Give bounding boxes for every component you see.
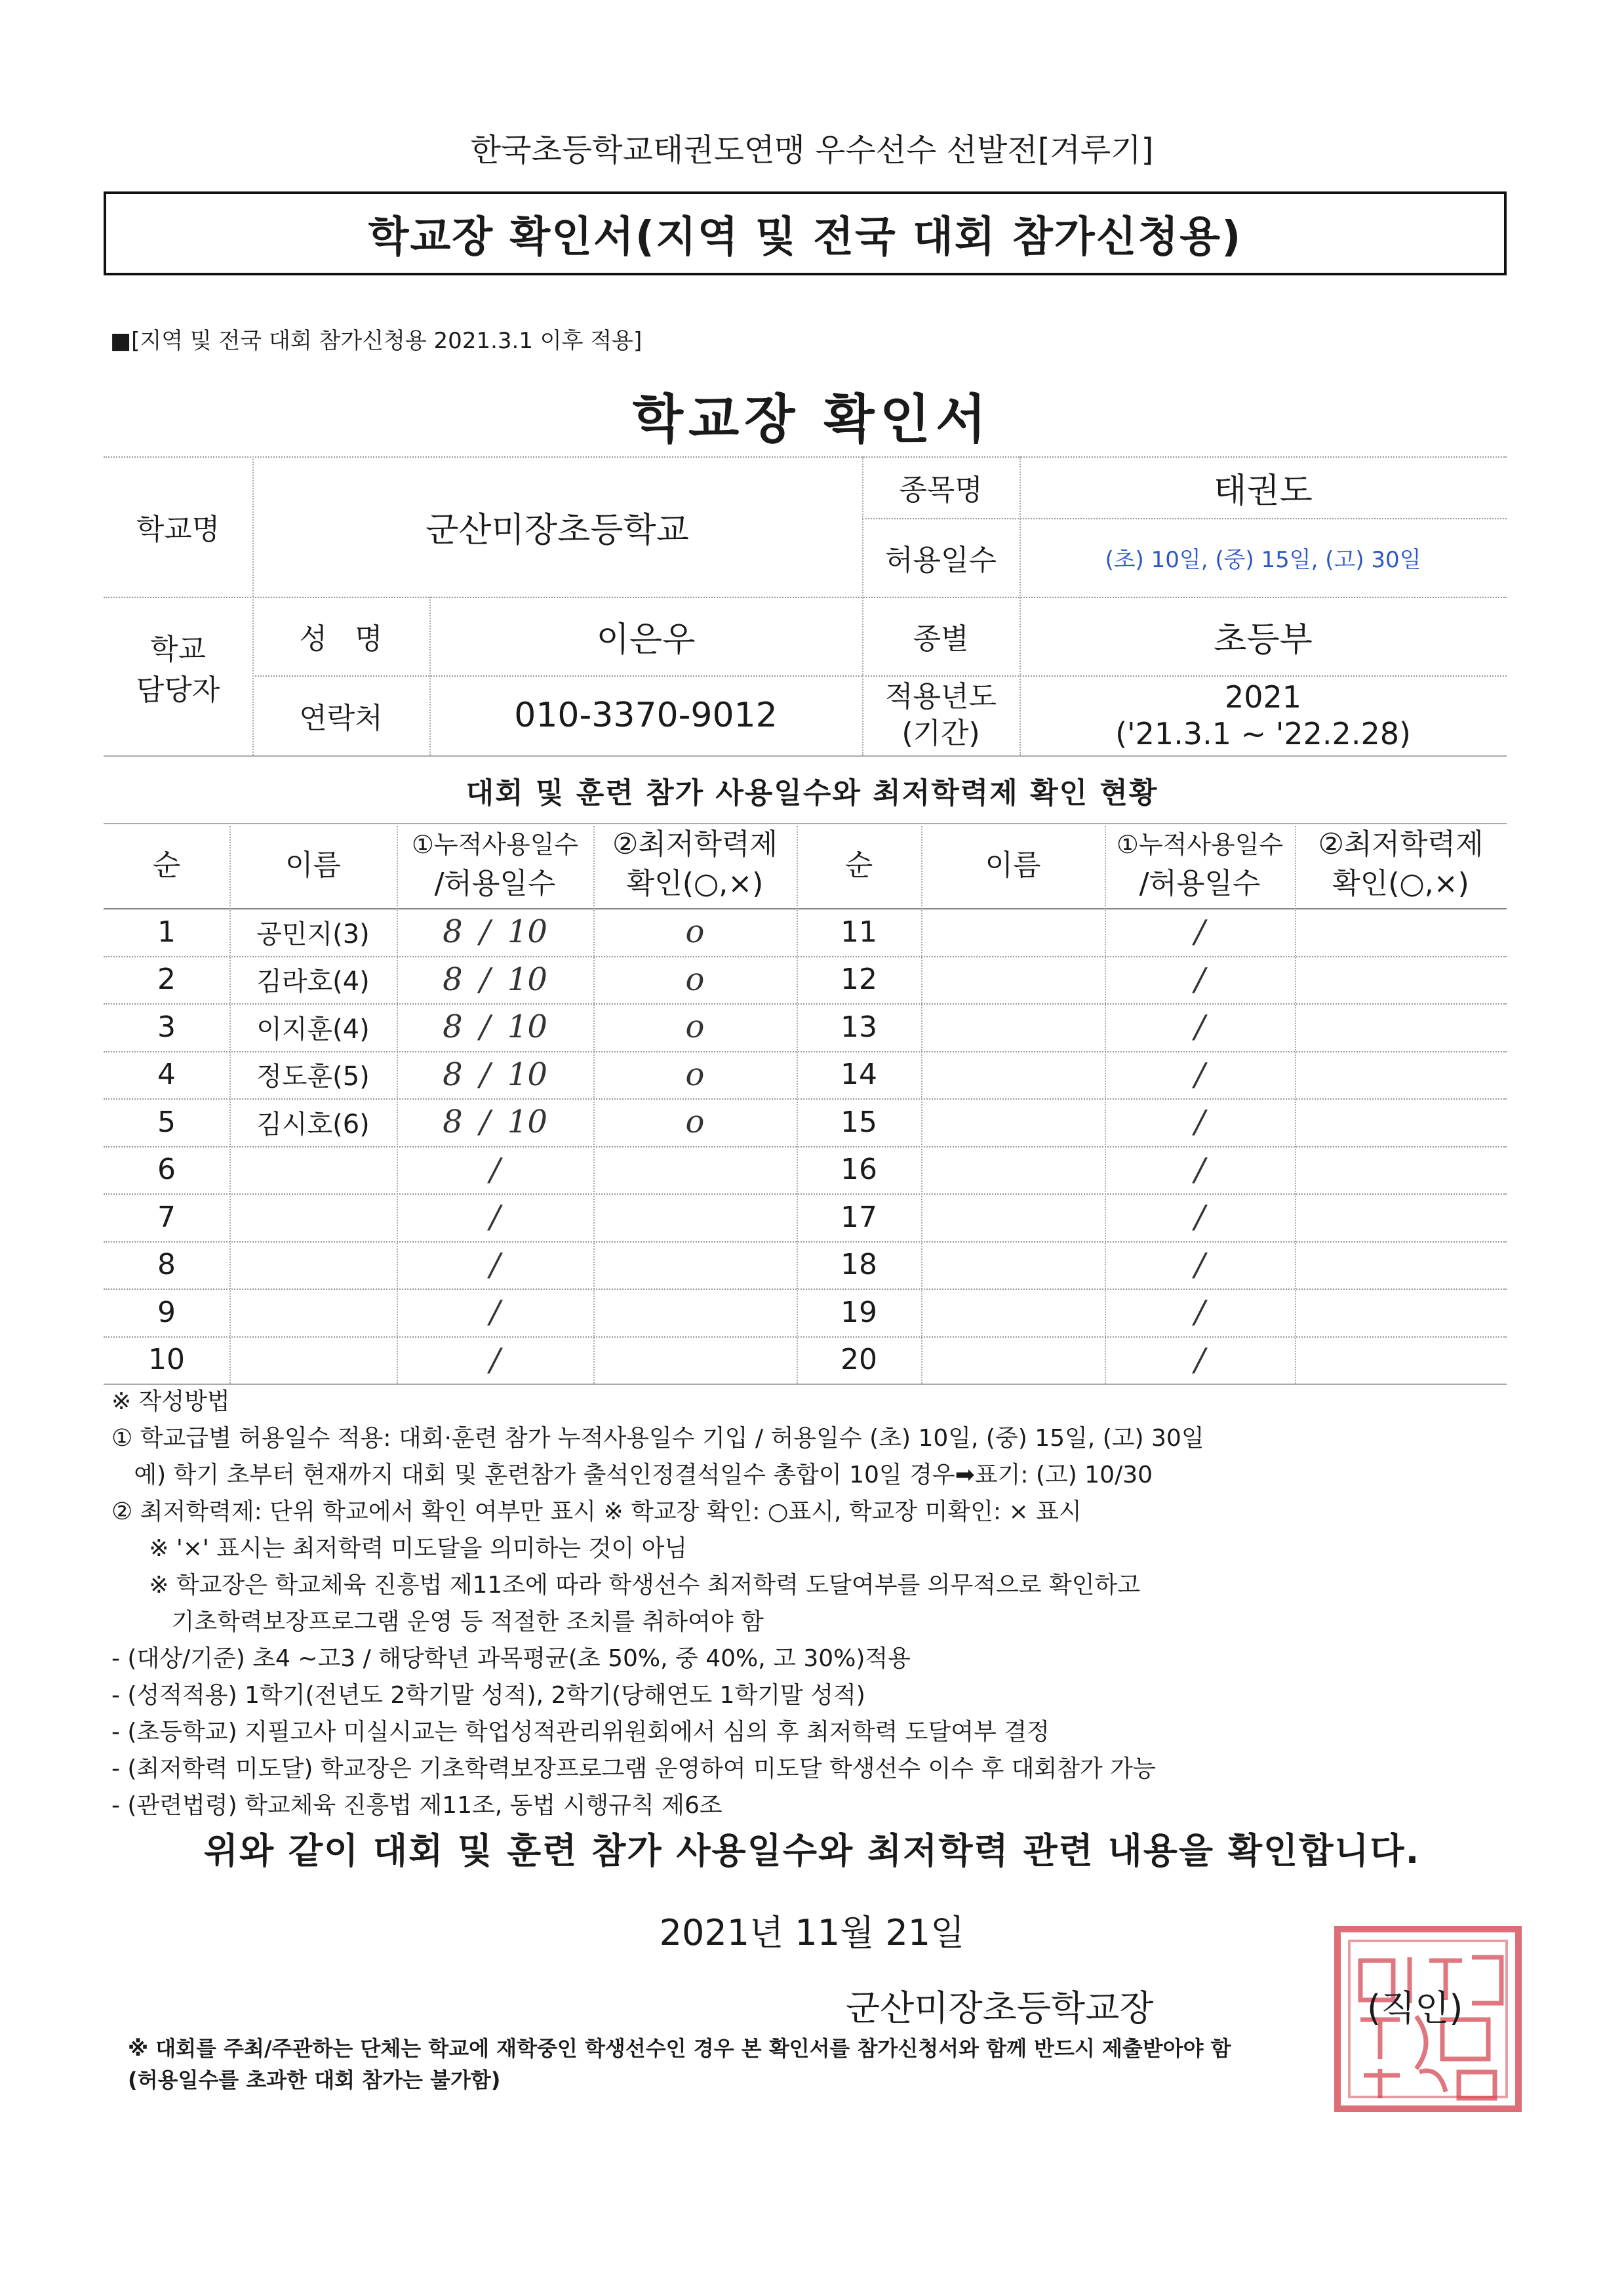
min-academic-check: o: [685, 1104, 705, 1141]
row-number: 1: [157, 915, 176, 949]
days-slash: /: [479, 1104, 490, 1141]
issue-date: 2021년 11월 21일: [659, 1912, 965, 1953]
student-name: [229, 1146, 397, 1194]
days-slash: /: [1194, 1056, 1206, 1093]
days-slash: /: [479, 961, 490, 998]
col-header-days-right-line1: ①누적사용일수: [1116, 830, 1284, 859]
days-used-allowed: [397, 1288, 593, 1336]
days-allowed: 10: [507, 1104, 547, 1141]
days-used: 8: [443, 1104, 463, 1141]
student-name: [229, 1288, 397, 1336]
days-used-allowed: [397, 1051, 593, 1099]
days-used-allowed: [397, 956, 593, 1004]
days-slash: /: [1194, 1246, 1206, 1283]
row-number: 17: [841, 1200, 877, 1234]
col-header-days: [397, 825, 593, 904]
year-value: [1020, 679, 1507, 752]
row-number: 13: [841, 1010, 877, 1044]
days-slash: /: [479, 1056, 490, 1093]
sport-label: 종목명: [899, 473, 983, 507]
manager-label-line2: 담당자: [136, 673, 220, 707]
days-allowed: 10: [507, 1056, 547, 1093]
days-used: 8: [443, 961, 463, 998]
method-line: - (대상/기준) 초4 ~고3 / 해당학년 과목평균(초 50%, 중 40%, 고 30%)적용: [111, 1645, 911, 1672]
col-header-days-right: [1105, 825, 1295, 904]
days-allowed: 10: [507, 1008, 547, 1046]
writing-method: [111, 1384, 1554, 1824]
method-line: - (초등학교) 지필고사 미실시교는 학업성적관리위원회에서 심의 후 최저학력 도달여부 결정: [111, 1719, 1050, 1746]
manager-label-line1: 학교: [149, 633, 206, 666]
col-header-days-right-line2: /허용일수: [1139, 867, 1261, 900]
method-line: ② 최저학력제: 단위 학교에서 확인 여부만 표시 ※ 학교장 확인: ○표시, 학교장 미확인: × 표시: [111, 1498, 1082, 1525]
days-slash: /: [479, 913, 490, 951]
col-header-days-line2: /허용일수: [434, 867, 556, 900]
row-number: 16: [841, 1153, 877, 1187]
manager-label: [104, 629, 252, 711]
method-line: - (최저학력 미도달) 학교장은 기초학력보장프로그램 운영하여 미도달 학생선수 이수 후 대회참가 가능: [111, 1755, 1156, 1782]
days-used-allowed: [397, 1098, 593, 1146]
days-used-allowed: [397, 908, 593, 956]
col-header-check-line1: ②최저학력제: [612, 828, 778, 861]
contact-value: 010-3370-9012: [514, 696, 778, 735]
contact-label: 연락처: [299, 702, 383, 735]
days-slash: /: [489, 1341, 501, 1378]
year-number: 2021: [1224, 679, 1302, 715]
days-slash: /: [1194, 1008, 1206, 1046]
days-slash: /: [489, 1246, 501, 1283]
days-used-allowed: [397, 1241, 593, 1289]
row-number: 3: [157, 1010, 176, 1044]
method-line: 예) 학기 초부터 현재까지 대회 및 훈련참가 출석인정결석일수 총합이 10일 경우➡표기: (고) 10/30: [111, 1462, 1153, 1488]
days-used: 8: [443, 1008, 463, 1046]
min-academic-check: [593, 1336, 797, 1384]
school-name-label: 학교명: [136, 513, 220, 546]
method-line: - (관련법령) 학교체육 진흥법 제11조, 동법 시행규칙 제6조: [111, 1792, 723, 1819]
manager-name-value: 이은우: [596, 620, 696, 660]
min-academic-check: o: [685, 961, 705, 998]
form-title-box: [104, 191, 1507, 275]
student-name: [229, 1336, 397, 1384]
days-slash: /: [479, 1008, 490, 1046]
submission-note-line2: (허용일수를 초과한 대회 참가는 불가함): [128, 2067, 501, 2092]
days-slash: /: [1194, 1341, 1206, 1378]
days-used: 8: [443, 913, 463, 951]
document-title: 학교장 확인서: [632, 389, 992, 450]
student-name: 김라호(4): [256, 967, 370, 997]
confirmation-statement: 위와 같이 대회 및 훈련 참가 사용일수와 최저학력 관련 내용을 확인합니다.: [203, 1830, 1421, 1871]
student-name: 이지훈(4): [256, 1014, 370, 1045]
col-header-check: [593, 825, 797, 904]
min-academic-check: o: [685, 1008, 705, 1046]
col-header-no-right: 순: [844, 848, 873, 882]
method-line: - (성적적용) 1학기(전년도 2학기말 성적), 2학기(당해연도 1학기말 성적): [111, 1682, 865, 1709]
method-line: ※ '×' 표시는 최저학력 미도달을 의미하는 것이 아님: [111, 1535, 688, 1562]
days-slash: /: [1194, 1294, 1206, 1331]
year-label-line2: (기간): [901, 717, 980, 750]
category-value: 초등부: [1214, 620, 1313, 660]
method-line: 기초학력보장프로그램 운영 등 적절한 조치를 취하여야 함: [111, 1608, 764, 1635]
student-name: 정도훈(5): [256, 1062, 370, 1092]
col-header-check-right-line1: ②최저학력제: [1318, 828, 1484, 861]
col-header-name: 이름: [285, 848, 341, 882]
days-slash: /: [1194, 961, 1206, 998]
col-header-check-right-line2: 확인(○,×): [1332, 867, 1469, 900]
days-slash: /: [489, 1151, 501, 1188]
row-number: 15: [841, 1105, 877, 1139]
form-title: 학교장 확인서(지역 및 전국 대회 참가신청용): [368, 213, 1242, 262]
student-name: [229, 1193, 397, 1241]
days-used-allowed: [397, 1193, 593, 1241]
application-note: ■[지역 및 전국 대회 참가신청용 2021.3.1 이후 적용]: [110, 328, 643, 354]
days-slash: /: [489, 1294, 501, 1331]
row-number: 5: [157, 1105, 176, 1139]
col-header-check-line2: 확인(○,×): [626, 867, 764, 900]
writing-method-title: ※ 작성방법: [111, 1388, 230, 1415]
student-name: 공민지(3): [256, 919, 370, 949]
row-number: 10: [148, 1343, 185, 1377]
min-academic-check: o: [685, 1056, 705, 1093]
days-used: 8: [443, 1056, 463, 1093]
min-academic-check: o: [685, 913, 705, 951]
row-number: 4: [157, 1058, 176, 1092]
allowed-days-value: (초) 10일, (중) 15일, (고) 30일: [1105, 546, 1421, 573]
form-series-title: 한국초등학교태권도연맹 우수선수 선발전[겨루기]: [470, 132, 1154, 169]
min-academic-check: [593, 1288, 797, 1336]
row-number: 7: [157, 1200, 176, 1234]
days-used-allowed: [397, 1146, 593, 1194]
row-number: 6: [157, 1153, 176, 1187]
row-number: 9: [157, 1295, 176, 1329]
days-slash: /: [489, 1199, 501, 1236]
allowed-days-label: 허용일수: [884, 544, 997, 577]
student-name: 김시호(6): [256, 1109, 370, 1140]
col-header-name-right: 이름: [985, 848, 1041, 882]
year-label: [862, 679, 1020, 752]
seal-label: (직인): [1367, 1987, 1463, 2029]
row-number: 20: [841, 1343, 877, 1377]
row-number: 8: [157, 1248, 176, 1282]
min-academic-check: [593, 1193, 797, 1241]
student-name: [229, 1241, 397, 1289]
days-slash: /: [1194, 913, 1206, 951]
row-number: 11: [841, 915, 877, 949]
min-academic-check: [593, 1241, 797, 1289]
days-slash: /: [1194, 1104, 1206, 1141]
min-academic-check: [593, 1146, 797, 1194]
row-number: 2: [157, 963, 176, 997]
submission-note: [128, 2033, 1231, 2096]
days-used-allowed: [397, 1003, 593, 1051]
col-header-days-line1: ①누적사용일수: [411, 830, 579, 859]
usage-table-title: 대회 및 훈련 참가 사용일수와 최저학력제 확인 현황: [465, 776, 1159, 810]
row-number: 12: [841, 963, 877, 997]
col-header-no: 순: [152, 848, 181, 882]
manager-name-label: 성 명: [299, 622, 383, 656]
days-allowed: 10: [507, 913, 547, 951]
year-label-line1: 적용년도: [884, 680, 997, 713]
days-slash: /: [1194, 1199, 1206, 1236]
method-line: ※ 학교장은 학교체육 진흥법 제11조에 따라 학생선수 최저학력 도달여부를 의무적으로 확인하고: [111, 1572, 1141, 1599]
year-period: ('21.3.1 ~ '22.2.28): [1115, 716, 1411, 751]
school-name-value: 군산미장초등학교: [426, 510, 689, 550]
submission-note-line1: ※ 대회를 주최/주관하는 단체는 학교에 재학중인 학생선수인 경우 본 확인서를 참가신청서와 함께 반드시 제출받아야 함: [128, 2036, 1231, 2061]
days-allowed: 10: [507, 961, 547, 998]
days-slash: /: [1194, 1151, 1206, 1188]
principal-title: 군산미장초등학교장: [846, 1987, 1154, 2029]
days-used-allowed: [397, 1336, 593, 1384]
row-number: 19: [841, 1295, 877, 1329]
category-label: 종별: [913, 622, 969, 656]
col-header-check-right: [1295, 825, 1507, 904]
row-number: 18: [841, 1248, 877, 1282]
method-line: ① 학교급별 허용일수 적용: 대회·훈련 참가 누적사용일수 기입 / 허용일수 (초) 10일, (중) 15일, (고) 30일: [111, 1425, 1204, 1452]
sport-value: 태권도: [1214, 471, 1313, 511]
row-number: 14: [841, 1058, 877, 1092]
